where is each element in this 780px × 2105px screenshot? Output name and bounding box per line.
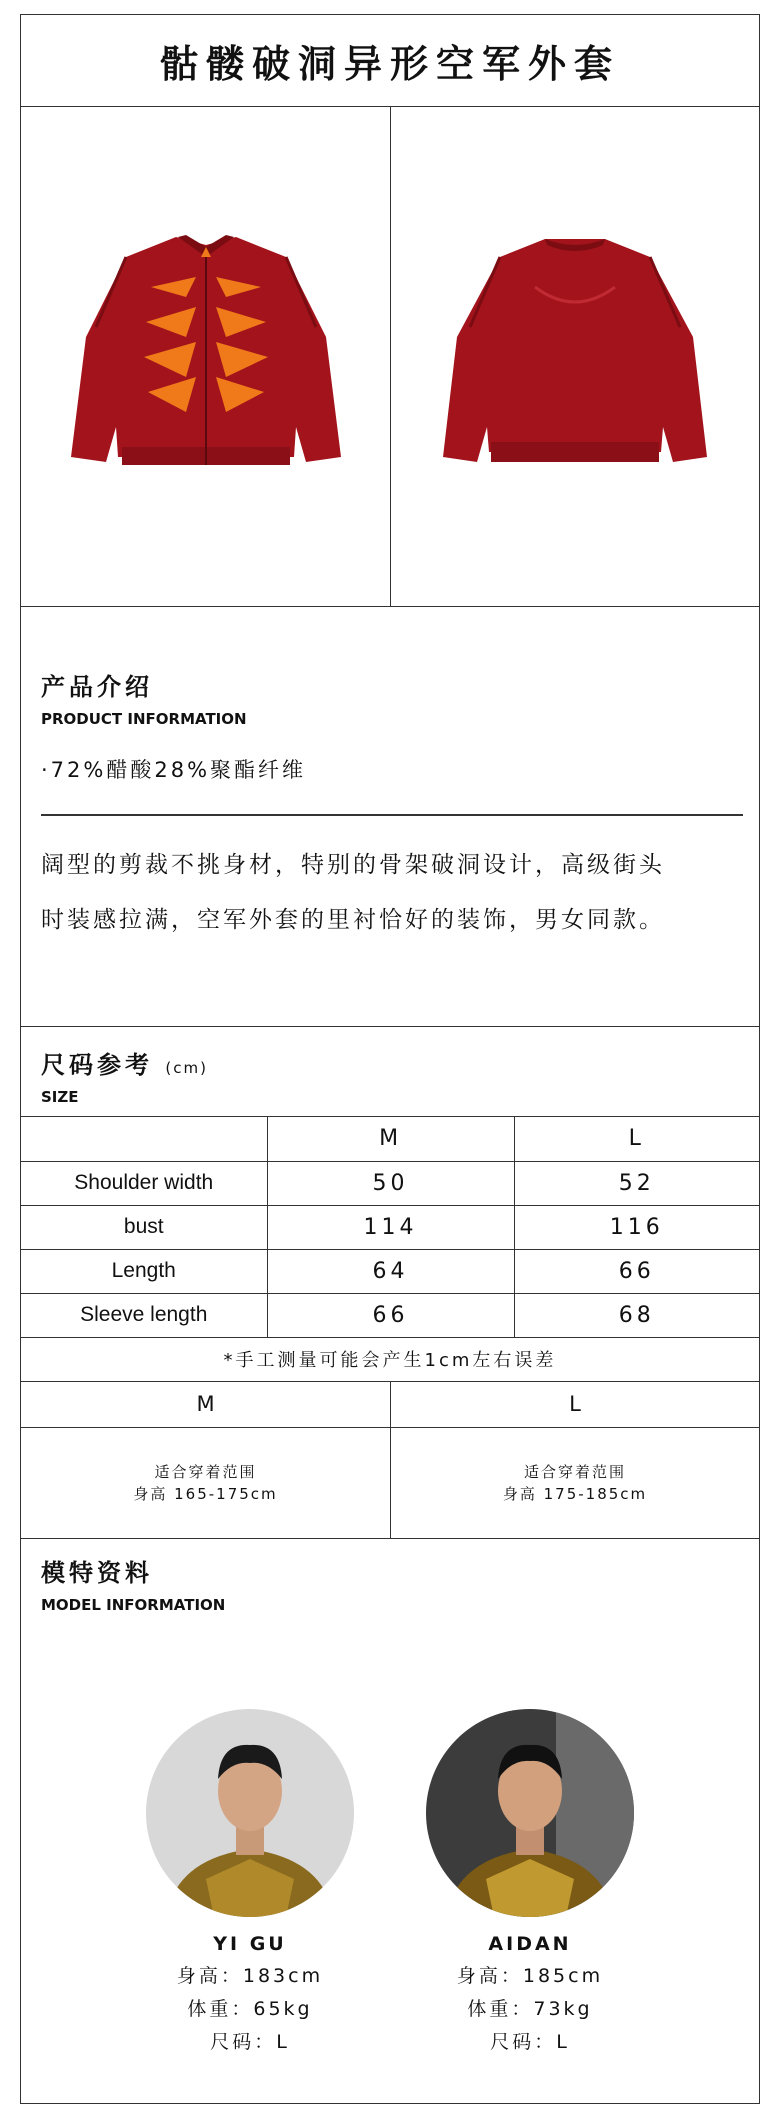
model-height: 身高：185cm (456, 1964, 604, 1987)
product-intro-section (21, 607, 759, 1027)
fit-range (21, 1428, 390, 1538)
model-weight: 体重：73kg (467, 1997, 593, 2020)
fit-range-title: 适合穿着范围 (523, 1462, 626, 1481)
description-line: 阔型的剪裁不挑身材，特别的骨架破洞设计，高级街头 (41, 851, 665, 878)
model-portrait-icon (146, 1709, 354, 1917)
product-title: 骷髅破洞异形空军外套 (159, 42, 620, 86)
avatar (426, 1709, 634, 1917)
description-line: 时装感拉满，空军外套的里衬恰好的装饰，男女同款。 (41, 906, 665, 933)
size-table-corner (21, 1117, 267, 1161)
size-table-header (21, 1117, 759, 1161)
product-description (41, 838, 739, 948)
measure-m: 114 (267, 1205, 514, 1249)
size-column-l: L (514, 1117, 759, 1161)
fit-range-table (21, 1382, 759, 1539)
measure-label: Shoulder width (21, 1161, 267, 1205)
measurement-note: *手工测量可能会产生1cm左右误差 (21, 1338, 759, 1382)
fabric-composition: ·72%醋酸28%聚酯纤维 (41, 758, 307, 782)
measure-m: 50 (267, 1161, 514, 1205)
table-row (21, 1249, 759, 1293)
measure-label: Sleeve length (21, 1293, 267, 1337)
fit-column-m (21, 1382, 390, 1538)
fit-size-label: L (391, 1382, 759, 1428)
product-photos (21, 107, 759, 607)
table-row (21, 1161, 759, 1205)
model-height: 身高：183cm (176, 1964, 324, 1987)
size-heading-en: SIZE (41, 1088, 79, 1106)
model-size: 尺码：L (210, 2030, 290, 2053)
fit-range-height: 身高 165-175cm (133, 1484, 278, 1503)
avatar (146, 1709, 354, 1917)
model-list (21, 1709, 759, 2054)
measure-label: Length (21, 1249, 267, 1293)
measure-label: bust (21, 1205, 267, 1249)
model-card (145, 1709, 355, 2054)
intro-divider (41, 814, 743, 816)
jacket-back-image (425, 227, 725, 487)
fit-size-label: M (21, 1382, 390, 1428)
measure-l: 68 (514, 1293, 759, 1337)
size-column-m: M (267, 1117, 514, 1161)
measure-m: 64 (267, 1249, 514, 1293)
model-info-section (21, 1539, 759, 2099)
jacket-front-image (56, 227, 356, 487)
front-photo-cell (21, 107, 390, 606)
fit-range-title: 适合穿着范围 (154, 1462, 257, 1481)
measure-l: 66 (514, 1249, 759, 1293)
table-row (21, 1205, 759, 1249)
model-card (425, 1709, 635, 2054)
model-weight: 体重：65kg (187, 1997, 313, 2020)
table-row (21, 1293, 759, 1337)
fit-range-height: 身高 175-185cm (502, 1484, 648, 1503)
size-heading (21, 1027, 759, 1117)
intro-heading-cn: 产品介绍 (41, 673, 153, 701)
title-box (21, 15, 759, 107)
product-detail-frame (20, 14, 760, 2104)
intro-heading-en: PRODUCT INFORMATION (41, 710, 247, 728)
measure-m: 66 (267, 1293, 514, 1337)
measure-l: 52 (514, 1161, 759, 1205)
model-heading-en: MODEL INFORMATION (41, 1595, 226, 1614)
size-unit: (cm) (165, 1059, 208, 1077)
model-name: AIDAN (488, 1932, 572, 1955)
fit-range (391, 1428, 759, 1538)
size-table (21, 1117, 759, 1338)
model-size: 尺码：L (490, 2030, 570, 2053)
model-portrait-icon (426, 1709, 634, 1917)
fit-column-l (390, 1382, 759, 1538)
measure-l: 116 (514, 1205, 759, 1249)
size-heading-cn: 尺码参考 (41, 1051, 153, 1079)
model-heading-cn: 模特资料 (41, 1558, 153, 1587)
model-name: YI GU (213, 1932, 287, 1955)
back-photo-cell (390, 107, 759, 606)
